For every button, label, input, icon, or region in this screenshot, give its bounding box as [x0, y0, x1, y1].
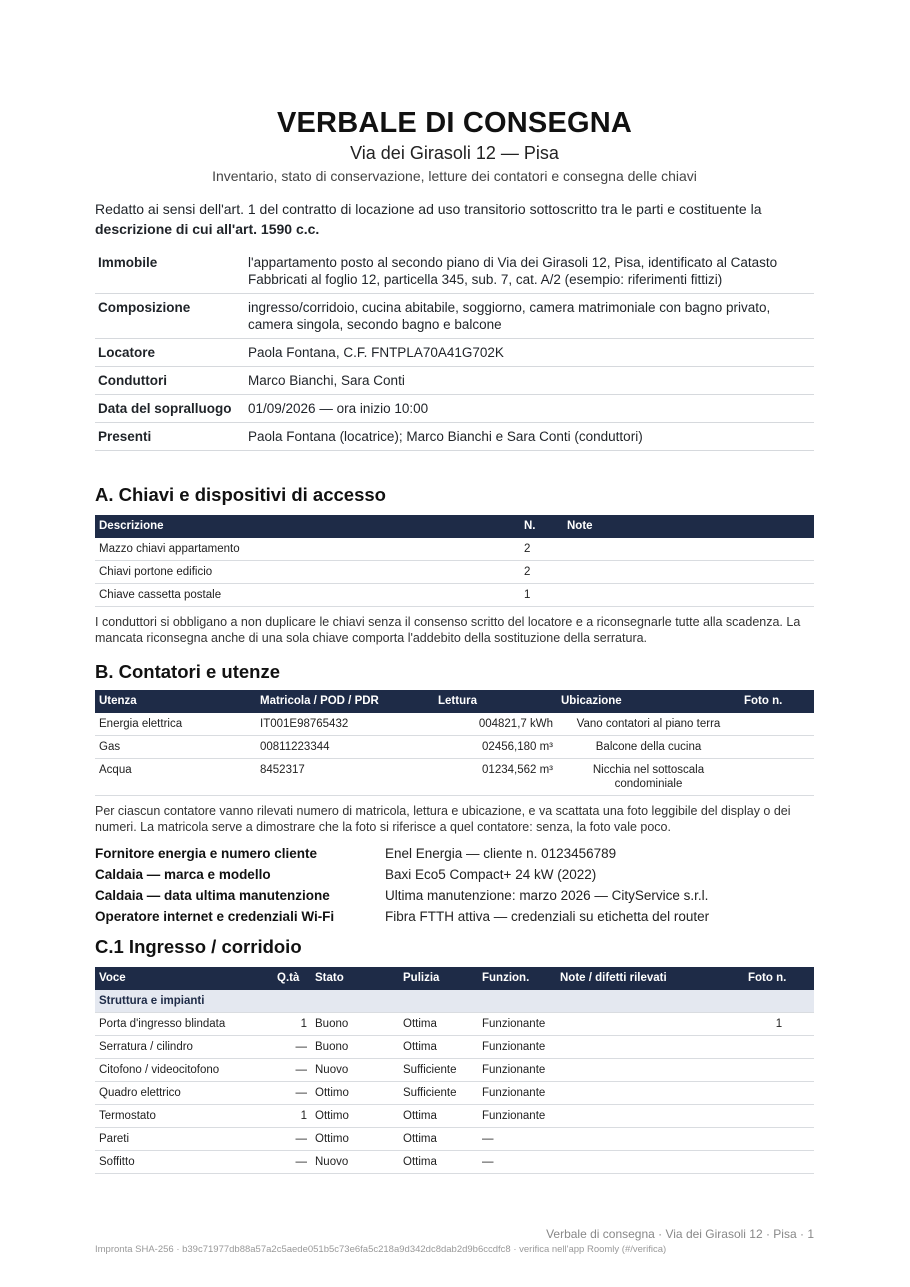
item-stato: Ottimo [311, 1128, 399, 1151]
item-pulizia: Sufficiente [399, 1082, 478, 1105]
meter-ubicazione: Vano contatori al piano terra [557, 713, 740, 736]
meters-table [95, 690, 814, 796]
supplier-value: Baxi Eco5 Compact+ 24 kW (2022) [385, 867, 597, 882]
item-voce: Termostato [95, 1105, 273, 1128]
item-qta: — [273, 1059, 311, 1082]
item-funz: Funzionante [478, 1013, 556, 1036]
item-funz: Funzionante [478, 1059, 556, 1082]
supplier-row [95, 864, 814, 885]
item-foto [744, 1036, 814, 1059]
item-funz: — [478, 1151, 556, 1174]
item-pulizia: Ottima [399, 1105, 478, 1128]
table-row [95, 736, 814, 759]
info-value: Paola Fontana (locatrice); Marco Bianchi e Sara Conti (conduttori) [245, 423, 814, 451]
meter-utenza: Acqua [95, 759, 256, 796]
item-pulizia: Ottima [399, 1013, 478, 1036]
item-note [556, 1128, 744, 1151]
table-row [95, 1105, 814, 1128]
key-desc: Mazzo chiavi appartamento [95, 538, 520, 561]
table-row [95, 713, 814, 736]
supplier-row [95, 843, 814, 864]
col-header: Matricola / POD / PDR [256, 690, 434, 713]
keys-note: I conduttori si obbligano a non duplicare le chiavi senza il consenso scritto del locatore e a riconsegnarle tutte alla scadenza. La mancata riconsegna anche di una sola chiave comporta l'addebito della sostituzione della serratura. [95, 615, 801, 645]
supplier-label: Operatore internet e credenziali Wi-Fi [95, 909, 335, 924]
item-voce: Porta d'ingresso blindata [95, 1013, 273, 1036]
item-note [556, 1036, 744, 1059]
meter-foto [740, 759, 814, 796]
group-label: Struttura e impianti [95, 990, 814, 1013]
supplier-value: Fibra FTTH attiva — credenziali su etichetta del router [385, 909, 710, 924]
info-row [95, 423, 814, 451]
item-foto [744, 1059, 814, 1082]
table-row [95, 759, 814, 796]
meter-matricola: IT001E98765432 [256, 713, 434, 736]
col-header: Descrizione [95, 515, 520, 538]
intro-paragraph [95, 199, 814, 239]
table-row [95, 1059, 814, 1082]
intro-bold: descrizione di cui all'art. 1590 c.c. [95, 221, 320, 237]
key-count: 2 [520, 538, 563, 561]
info-label: Presenti [95, 423, 245, 451]
meter-utenza: Gas [95, 736, 256, 759]
key-note [563, 584, 814, 607]
info-row [95, 294, 814, 339]
property-info-table [95, 249, 814, 451]
entrance-table [95, 967, 814, 1174]
info-value: Paola Fontana, C.F. FNTPLA70A41G702K [245, 339, 814, 367]
document-page [95, 0, 814, 1174]
item-stato: Buono [311, 1036, 399, 1059]
key-note [563, 538, 814, 561]
col-header: Foto n. [744, 967, 814, 990]
info-value: l'appartamento posto al secondo piano di Via dei Girasoli 12, Pisa, identificato al Catasto Fabbricati al foglio 12, particella 345, sub. 7, cat. A/2 (esempio: riferimenti fittizi) [245, 249, 814, 294]
col-header: Foto n. [740, 690, 814, 713]
table-row [95, 538, 814, 561]
item-note [556, 1082, 744, 1105]
item-foto [744, 1151, 814, 1174]
section-entrance-heading: C.1 Ingresso / corridoio [95, 936, 302, 957]
table-row [95, 1082, 814, 1105]
item-stato: Nuovo [311, 1151, 399, 1174]
col-header: Funzion. [478, 967, 556, 990]
info-row [95, 367, 814, 395]
info-label: Data del sopralluogo [95, 395, 245, 423]
item-pulizia: Ottima [399, 1151, 478, 1174]
col-header: N. [520, 515, 563, 538]
item-qta: 1 [273, 1105, 311, 1128]
keys-table [95, 515, 814, 607]
table-row [95, 1013, 814, 1036]
key-desc: Chiave cassetta postale [95, 584, 520, 607]
meter-matricola: 00811223344 [256, 736, 434, 759]
info-label: Immobile [95, 249, 245, 294]
item-foto [744, 1082, 814, 1105]
document-hash: Impronta SHA-256 · b39c71977db88a57a2c5aede051b5c73e6fa5c218a9d342dc8dab2d9b6ccdfc8 · verifica nell'app Roomly (#/verifica) [95, 1244, 667, 1255]
info-value: Marco Bianchi, Sara Conti [245, 367, 814, 395]
key-note [563, 561, 814, 584]
item-stato: Buono [311, 1013, 399, 1036]
item-voce: Serratura / cilindro [95, 1036, 273, 1059]
supplier-value: Enel Energia — cliente n. 0123456789 [385, 846, 617, 861]
item-foto [744, 1105, 814, 1128]
table-row [95, 584, 814, 607]
item-pulizia: Ottima [399, 1128, 478, 1151]
meter-foto [740, 713, 814, 736]
meter-foto [740, 736, 814, 759]
item-pulizia: Sufficiente [399, 1059, 478, 1082]
info-value: 01/09/2026 — ora inizio 10:00 [245, 395, 814, 423]
property-address: Via dei Girasoli 12 — Pisa [350, 143, 559, 163]
col-header: Lettura [434, 690, 557, 713]
info-value: ingresso/corridoio, cucina abitabile, soggiorno, camera matrimoniale con bagno privato, camera singola, secondo bagno e balcone [245, 294, 814, 339]
item-funz: Funzionante [478, 1036, 556, 1059]
page-footer: Verbale di consegna · Via dei Girasoli 12 · Pisa · 1 [546, 1227, 814, 1241]
meter-lettura: 02456,180 m³ [434, 736, 557, 759]
item-stato: Ottimo [311, 1082, 399, 1105]
meter-lettura: 01234,562 m³ [434, 759, 557, 796]
col-header: Q.tà [273, 967, 311, 990]
intro-text: Redatto ai sensi dell'art. 1 del contratto di locazione ad uso transitorio sottoscritto tra le parti e costituente la [95, 201, 762, 217]
info-label: Conduttori [95, 367, 245, 395]
item-note [556, 1059, 744, 1082]
document-title: VERBALE DI CONSEGNA [276, 107, 633, 139]
info-row [95, 339, 814, 367]
item-qta: — [273, 1128, 311, 1151]
item-voce: Soffitto [95, 1151, 273, 1174]
info-row [95, 395, 814, 423]
table-row [95, 561, 814, 584]
item-stato: Ottimo [311, 1105, 399, 1128]
col-header: Ubicazione [557, 690, 740, 713]
item-stato: Nuovo [311, 1059, 399, 1082]
table-row [95, 1151, 814, 1174]
info-row [95, 249, 814, 294]
col-header: Note / difetti rilevati [556, 967, 744, 990]
col-header: Pulizia [399, 967, 478, 990]
item-pulizia: Ottima [399, 1036, 478, 1059]
item-funz: Funzionante [478, 1105, 556, 1128]
item-voce: Quadro elettrico [95, 1082, 273, 1105]
col-header: Utenza [95, 690, 256, 713]
supplier-row [95, 906, 814, 927]
meters-note: Per ciascun contatore vanno rilevati numero di matricola, lettura e ubicazione, e va scattata una foto leggibile del display o dei numeri. La matricola serve a dimostrare che la foto si riferisce a quel contatore: senza, la foto vale poco. [95, 804, 791, 834]
supplier-row [95, 885, 814, 906]
item-note [556, 1013, 744, 1036]
supplier-value: Ultima manutenzione: marzo 2026 — CityService s.r.l. [385, 888, 709, 903]
supplier-label: Caldaia — data ultima manutenzione [95, 888, 330, 903]
supplier-label: Caldaia — marca e modello [95, 867, 271, 882]
meter-matricola: 8452317 [256, 759, 434, 796]
table-row [95, 1036, 814, 1059]
item-foto: 1 [744, 1013, 814, 1036]
item-funz: Funzionante [478, 1082, 556, 1105]
item-foto [744, 1128, 814, 1151]
section-meters-heading: B. Contatori e utenze [95, 661, 281, 682]
key-count: 2 [520, 561, 563, 584]
item-qta: — [273, 1082, 311, 1105]
key-desc: Chiavi portone edificio [95, 561, 520, 584]
supplier-label: Fornitore energia e numero cliente [95, 846, 318, 861]
info-label: Composizione [95, 294, 245, 339]
item-funz: — [478, 1128, 556, 1151]
section-keys-heading: A. Chiavi e dispositivi di accesso [95, 484, 386, 505]
table-group-row [95, 990, 814, 1013]
document-description: Inventario, stato di conservazione, letture dei contatori e consegna delle chiavi [212, 168, 697, 184]
supplier-list [95, 843, 814, 927]
info-label: Locatore [95, 339, 245, 367]
item-note [556, 1105, 744, 1128]
meter-ubicazione: Balcone della cucina [557, 736, 740, 759]
col-header: Note [563, 515, 814, 538]
meter-utenza: Energia elettrica [95, 713, 256, 736]
item-qta: 1 [273, 1013, 311, 1036]
item-qta: — [273, 1036, 311, 1059]
item-voce: Citofono / videocitofono [95, 1059, 273, 1082]
meter-ubicazione: Nicchia nel sottoscala condominiale [557, 759, 740, 796]
col-header: Voce [95, 967, 273, 990]
item-note [556, 1151, 744, 1174]
key-count: 1 [520, 584, 563, 607]
item-voce: Pareti [95, 1128, 273, 1151]
table-row [95, 1128, 814, 1151]
col-header: Stato [311, 967, 399, 990]
meter-lettura: 004821,7 kWh [434, 713, 557, 736]
item-qta: — [273, 1151, 311, 1174]
